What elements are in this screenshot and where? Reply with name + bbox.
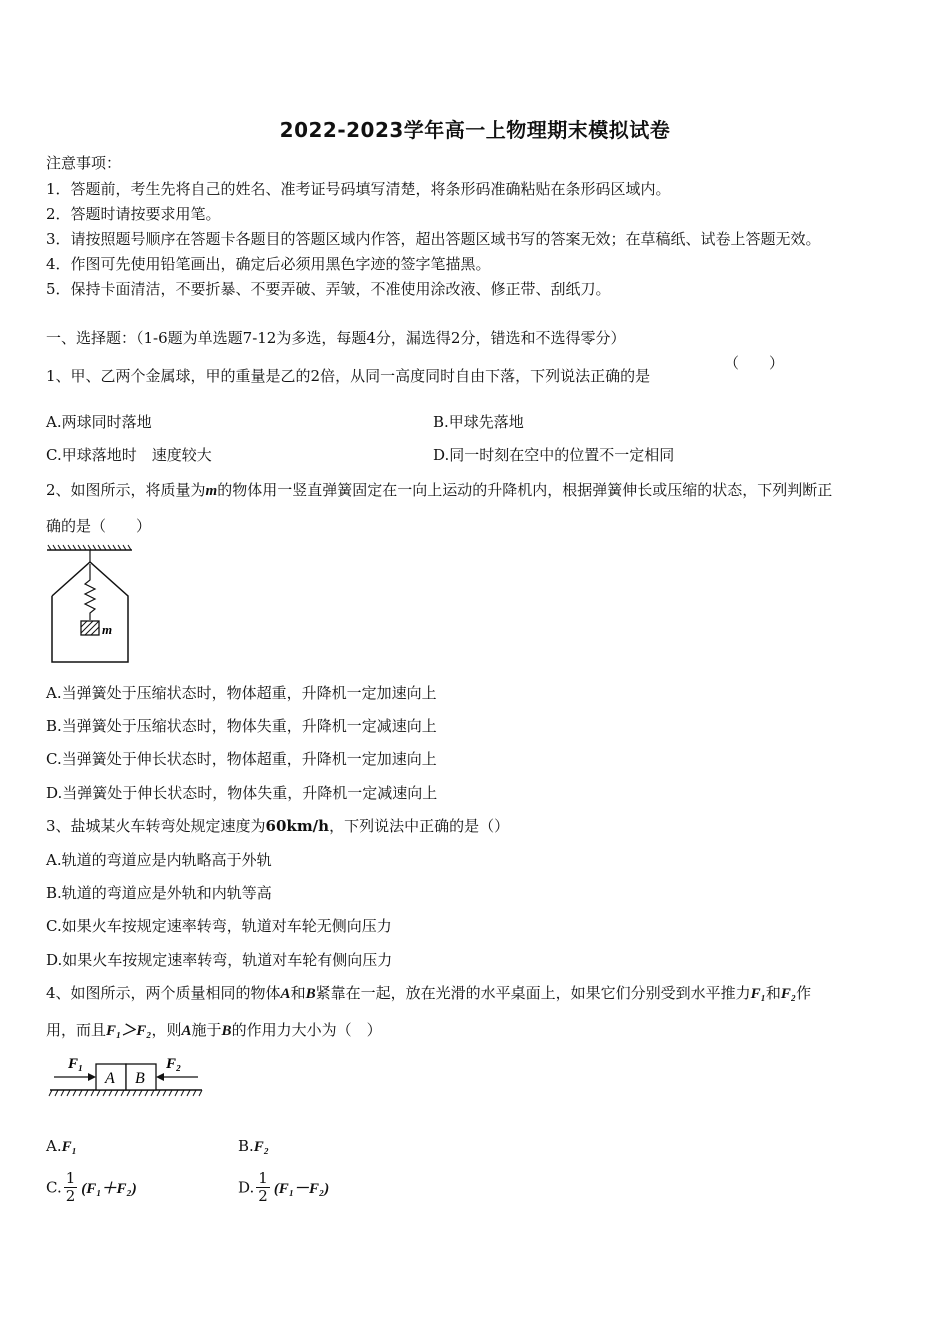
q4-option-a-label: A. [46,1137,62,1155]
question-4-stem [46,982,811,1003]
notice-item: 5．保持卡面清洁，不要折暴、不要弄破、弄皱，不准使用涂改液、修正带、刮纸刀。 [46,280,611,298]
elevator-spring-figure [44,544,136,666]
q3-option-a: A.轨道的弯道应是内轨略高于外轨 [46,851,272,869]
q2-option-a: A.当弹簧处于压缩状态时，物体超重，升降机一定加速向上 [46,684,437,702]
q1-option-b: B.甲球先落地 [433,413,524,431]
notice-heading: 注意事项： [46,154,122,172]
fraction-denominator: 2 [258,1187,268,1205]
q4-f1: F₁ [750,986,766,1002]
q3-stem-part: 3、盐城某火车转弯处规定速度为 [46,817,266,835]
q4-symbol-b: B [221,1023,232,1039]
q4-stem-part: ，则 [151,1021,182,1039]
fraction-numerator: 1 [258,1169,268,1187]
blocks-force-figure [48,1050,208,1102]
q4-option-b-label: B. [238,1137,254,1155]
q3-option-b: B.轨道的弯道应是外轨和内轨等高 [46,884,272,902]
question-1-paren: （ ） [724,354,785,372]
question-4-stem-cont [46,1019,382,1040]
q4-option-a [46,1137,77,1156]
q3-option-c: C.如果火车按规定速率转弯，轨道对车轮无侧向压力 [46,917,392,935]
q4-option-c-label: C. [46,1178,62,1197]
q2-stem-part: 2、如图所示，将质量为 [46,481,206,499]
q4-option-d-expr: (F₁－F₂) [273,1181,330,1197]
notice-item: 1．答题前，考生先将自己的姓名、准考证号码填写清楚，将条形码准确粘贴在条形码区域内。 [46,180,671,198]
fraction-numerator: 1 [65,1169,76,1187]
q2-option-c: C.当弹簧处于伸长状态时，物体超重，升降机一定加速向上 [46,750,437,768]
figure-f2-label: F₂ [166,1056,182,1072]
q4-stem-part: 和 [290,984,306,1002]
q4-stem-part: 施于 [191,1021,222,1039]
q4-option-b-value: F₂ [253,1139,270,1155]
question-1-stem: 1、甲、乙两个金属球，甲的重量是乙的2倍，从同一高度同时自由下落，下列说法正确的是 [46,367,651,385]
q4-stem-part: 紧靠在一起，放在光滑的水平桌面上，如果它们分别受到水平推力 [315,984,751,1002]
q4-stem-part: 4、如图所示，两个质量相同的物体 [46,984,281,1002]
question-3-stem [46,815,509,836]
section-heading: 一、选择题：（1-6题为单选题7-12为多选，每题4分，漏选得2分，错选和不选得零分） [46,329,626,347]
q4-f2: F₂ [780,986,797,1002]
q4-stem-part: 用，而且 [46,1021,107,1039]
q2-stem-part: 的物体用一竖直弹簧固定在一向上运动的升降机内，根据弹簧伸长或压缩的状态，下列判断正 [217,481,833,499]
q4-condition: F₁＞F₂ [106,1023,152,1039]
fraction-denominator: 2 [65,1187,76,1205]
q2-option-d: D.当弹簧处于伸长状态时，物体失重，升降机一定减速向上 [46,784,438,802]
q4-symbol-a: A [280,986,291,1002]
figure-block-b-label: B [135,1070,145,1087]
q4-option-a-value: F₁ [61,1139,77,1155]
q4-stem-part: 的作用力大小为（ ） [231,1021,382,1039]
question-2-stem [46,479,832,500]
q4-symbol-a: A [181,1023,192,1039]
q4-option-d-label: D. [238,1178,255,1197]
q1-option-d: D.同一时刻在空中的位置不一定相同 [433,446,675,464]
notice-item: 2．答题时请按要求用笔。 [46,205,221,223]
figure-block-a-label: A [105,1070,115,1087]
q4-stem-part: 作 [796,984,812,1002]
figure-mass-label: m [102,622,113,637]
q3-speed: 60km/h [265,817,330,835]
q4-symbol-b: B [305,986,316,1002]
q4-option-d [238,1170,329,1205]
q2-mass-symbol: m [205,483,218,499]
fraction [256,1170,270,1205]
page-title: 2022-2023学年高一上物理期末模拟试卷 [279,118,671,142]
fraction [64,1170,78,1205]
q4-option-c-expr: (F₁＋F₂) [81,1181,137,1197]
q1-option-a: A.两球同时落地 [46,413,152,431]
q1-option-c: C.甲球落地时 速度较大 [46,446,212,464]
q3-option-d: D.如果火车按规定速率转弯，轨道对车轮有侧向压力 [46,951,393,969]
figure-f1-label: F₁ [68,1056,84,1072]
q2-option-b: B.当弹簧处于压缩状态时，物体失重，升降机一定减速向上 [46,717,437,735]
notice-item: 4．作图可先使用铅笔画出，确定后必须用黑色字迹的签字笔描黑。 [46,255,491,273]
question-2-stem-cont: 确的是（ ） [46,517,152,535]
notice-item: 3．请按照题号顺序在答题卡各题目的答题区域内作答，超出答题区域书写的答案无效；在草稿纸、试卷上答题无效。 [46,230,821,248]
q4-option-c [46,1170,137,1205]
q4-option-b [238,1137,269,1156]
q4-stem-part: 和 [765,984,781,1002]
q3-stem-part: ，下列说法中正确的是（） [329,817,510,835]
